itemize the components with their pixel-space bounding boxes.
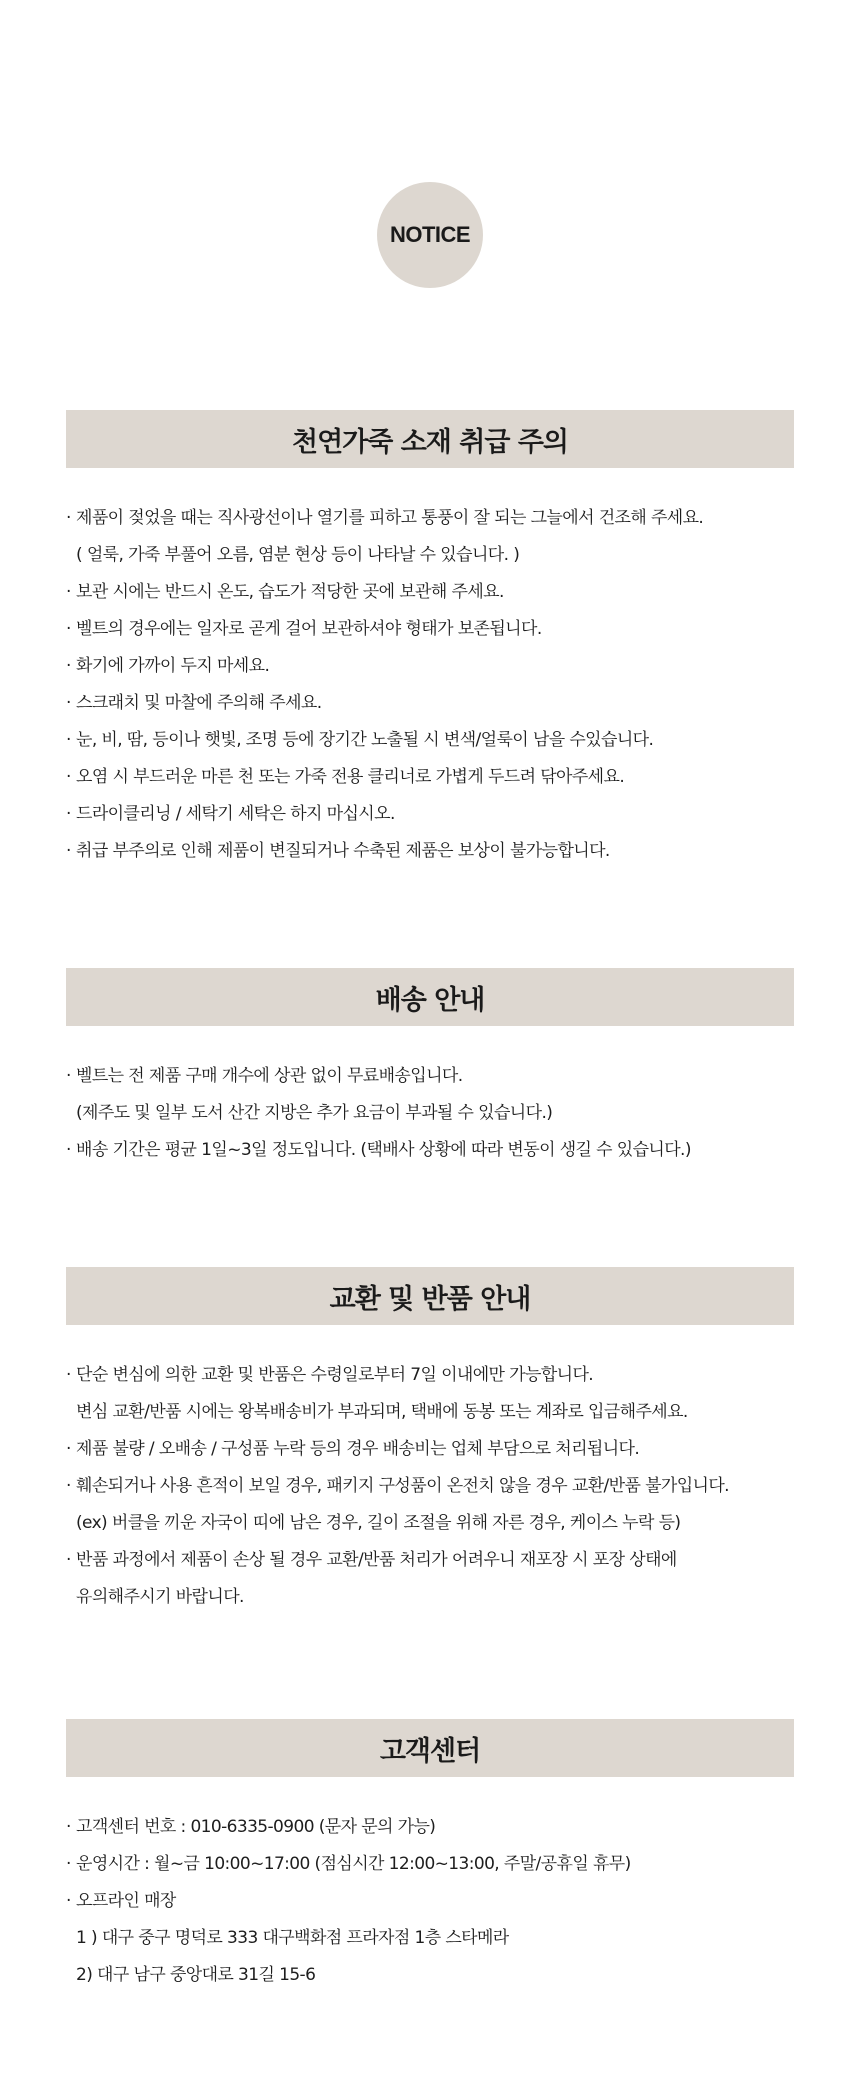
- line-text: (제주도 및 일부 도서 산간 지방은 추가 요금이 부과될 수 있습니다.): [76, 1103, 553, 1123]
- section-exchange-return: [66, 1267, 794, 1616]
- line-text: 드라이클리닝 / 세탁기 세탁은 하지 마십시오.: [76, 804, 395, 824]
- bullet-dot: ·: [66, 582, 71, 602]
- bullet-dot: ·: [66, 1476, 71, 1496]
- line-text: 보관 시에는 반드시 온도, 습도가 적당한 곳에 보관해 주세요.: [76, 582, 504, 602]
- bullet-item: [66, 574, 794, 611]
- bullet-item: [66, 1431, 794, 1468]
- continuation-line: [66, 537, 794, 574]
- bullet-dot: ·: [66, 1817, 71, 1837]
- section-header: [66, 1267, 794, 1325]
- line-text: 유의해주시기 바랍니다.: [76, 1587, 244, 1607]
- section-body: [66, 1026, 794, 1169]
- bullet-dot: ·: [66, 693, 71, 713]
- section-leather-care: [66, 410, 794, 870]
- section-header: [66, 968, 794, 1026]
- section-body: [66, 1325, 794, 1616]
- section-body: [66, 468, 794, 870]
- section-title: 천연가죽 소재 취급 주의: [291, 426, 569, 458]
- section-header: [66, 1719, 794, 1777]
- line-text: 벨트는 전 제품 구매 개수에 상관 없이 무료배송입니다.: [76, 1066, 463, 1086]
- bullet-item: [66, 611, 794, 648]
- section-shipping: [66, 968, 794, 1169]
- section-header: [66, 410, 794, 468]
- line-text: 화기에 가까이 두지 마세요.: [76, 656, 270, 676]
- bullet-dot: ·: [66, 841, 71, 861]
- line-text: (ex) 버클을 끼운 자국이 띠에 남은 경우, 길이 조절을 위해 자른 경우, 케이스 누락 등): [76, 1513, 681, 1533]
- bullet-item: [66, 685, 794, 722]
- continuation-line: [66, 1394, 794, 1431]
- bullet-dot: ·: [66, 804, 71, 824]
- line-text: 고객센터 번호 : 010-6335-0900 (문자 문의 가능): [76, 1817, 436, 1837]
- line-text: 단순 변심에 의한 교환 및 반품은 수령일로부터 7일 이내에만 가능합니다.: [76, 1365, 594, 1385]
- bullet-dot: ·: [66, 1140, 71, 1160]
- line-text: 배송 기간은 평균 1일~3일 정도입니다. (택배사 상황에 따라 변동이 생길 수 있습니다.): [76, 1140, 691, 1160]
- bullet-dot: ·: [66, 619, 71, 639]
- section-title: 배송 안내: [375, 984, 485, 1016]
- line-text: 눈, 비, 땀, 등이나 햇빛, 조명 등에 장기간 노출될 시 변색/얼룩이 남을 수있습니다.: [76, 730, 654, 750]
- continuation-line: [66, 1920, 794, 1957]
- bullet-dot: ·: [66, 1550, 71, 1570]
- bullet-dot: ·: [66, 656, 71, 676]
- bullet-item: [66, 1846, 794, 1883]
- line-text: 제품이 젖었을 때는 직사광선이나 열기를 피하고 통풍이 잘 되는 그늘에서 건조해 주세요.: [76, 508, 704, 528]
- bullet-item: [66, 796, 794, 833]
- bullet-dot: ·: [66, 1854, 71, 1874]
- notice-badge: [377, 182, 483, 288]
- line-text: 2) 대구 남구 중앙대로 31길 15-6: [76, 1965, 316, 1985]
- bullet-item: [66, 648, 794, 685]
- bullet-item: [66, 500, 794, 537]
- line-text: ( 얼룩, 가죽 부풀어 오름, 염분 현상 등이 나타날 수 있습니다. ): [76, 545, 520, 565]
- line-text: 취급 부주의로 인해 제품이 변질되거나 수축된 제품은 보상이 불가능합니다.: [76, 841, 610, 861]
- bullet-dot: ·: [66, 1439, 71, 1459]
- continuation-line: [66, 1579, 794, 1616]
- continuation-line: [66, 1095, 794, 1132]
- section-title: 고객센터: [379, 1735, 481, 1767]
- notice-label: NOTICE: [389, 222, 471, 247]
- line-text: 운영시간 : 월~금 10:00~17:00 (점심시간 12:00~13:00, 주말/공휴일 휴무): [76, 1854, 631, 1874]
- bullet-dot: ·: [66, 1891, 71, 1911]
- line-text: 오프라인 매장: [76, 1891, 176, 1911]
- bullet-item: [66, 759, 794, 796]
- line-text: 변심 교환/반품 시에는 왕복배송비가 부과되며, 택배에 동봉 또는 계좌로 입금해주세요.: [76, 1402, 688, 1422]
- bullet-item: [66, 1542, 794, 1579]
- bullet-item: [66, 1809, 794, 1846]
- line-text: 훼손되거나 사용 흔적이 보일 경우, 패키지 구성품이 온전치 않을 경우 교환/반품 불가입니다.: [76, 1476, 729, 1496]
- line-text: 제품 불량 / 오배송 / 구성품 누락 등의 경우 배송비는 업체 부담으로 처리됩니다.: [76, 1439, 640, 1459]
- bullet-dot: ·: [66, 730, 71, 750]
- section-body: [66, 1777, 794, 1994]
- continuation-line: [66, 1957, 794, 1994]
- bullet-item: [66, 1132, 794, 1169]
- bullet-dot: ·: [66, 1066, 71, 1086]
- line-text: 오염 시 부드러운 마른 천 또는 가죽 전용 클리너로 가볍게 두드려 닦아주세요.: [76, 767, 625, 787]
- bullet-item: [66, 833, 794, 870]
- bullet-item: [66, 1357, 794, 1394]
- continuation-line: [66, 1505, 794, 1542]
- section-customer-center: [66, 1719, 794, 1994]
- bullet-dot: ·: [66, 767, 71, 787]
- bullet-item: [66, 1883, 794, 1920]
- bullet-dot: ·: [66, 1365, 71, 1385]
- line-text: 스크래치 및 마찰에 주의해 주세요.: [76, 693, 322, 713]
- line-text: 벨트의 경우에는 일자로 곧게 걸어 보관하셔야 형태가 보존됩니다.: [76, 619, 542, 639]
- line-text: 반품 과정에서 제품이 손상 될 경우 교환/반품 처리가 어려우니 재포장 시 포장 상태에: [76, 1550, 677, 1570]
- bullet-item: [66, 1468, 794, 1505]
- section-title: 교환 및 반품 안내: [329, 1283, 531, 1315]
- bullet-item: [66, 1058, 794, 1095]
- line-text: 1 ) 대구 중구 명덕로 333 대구백화점 프라자점 1층 스타메라: [76, 1928, 509, 1948]
- bullet-dot: ·: [66, 508, 71, 528]
- bullet-item: [66, 722, 794, 759]
